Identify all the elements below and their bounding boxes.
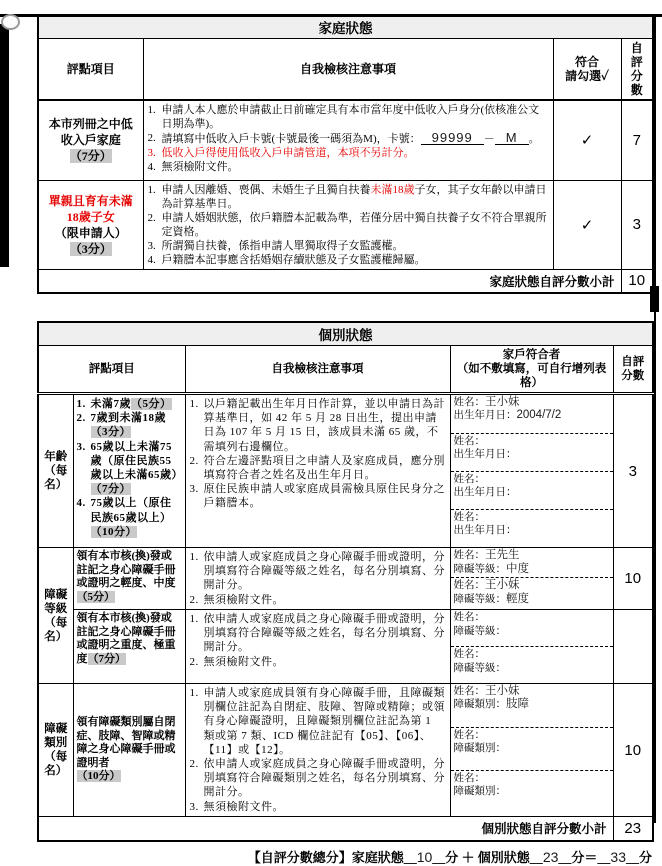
note-text: 無須檢附文件。 bbox=[203, 593, 284, 606]
criteria-score-badge: （7分） bbox=[87, 652, 126, 665]
note-text: 依申請人或家庭成員之身心障礙手冊或證明，分別填寫符合障礙等級之姓名，每名分別填寫、分開計分。 bbox=[203, 551, 445, 592]
note-line bbox=[190, 757, 446, 800]
table-row bbox=[38, 817, 653, 841]
note-line bbox=[190, 550, 446, 593]
name-line bbox=[454, 648, 610, 662]
note-line bbox=[190, 612, 446, 655]
score-header-line1: 自評 bbox=[621, 356, 645, 368]
note-number: 3. bbox=[189, 800, 199, 813]
household-entry[interactable] bbox=[451, 646, 613, 682]
note-text-segment: 請填寫中低收入戶卡號(卡號最後一碼須為M)，卡號： bbox=[161, 133, 421, 145]
criteria-number: 3. bbox=[76, 440, 86, 453]
criteria-cell-category bbox=[73, 684, 185, 817]
total-label: __分＝__ bbox=[558, 849, 611, 865]
criteria-line bbox=[77, 411, 183, 439]
note-line bbox=[190, 397, 446, 454]
category-label: 年齡 bbox=[44, 451, 68, 463]
col-header-notes: 自我檢核注意事項 bbox=[185, 346, 450, 394]
note-number: 3. bbox=[147, 147, 156, 159]
note-number: 2. bbox=[189, 593, 199, 606]
grade-line bbox=[454, 625, 610, 639]
household-entry[interactable] bbox=[451, 577, 613, 606]
note-line bbox=[148, 160, 549, 174]
grade-line bbox=[454, 662, 610, 676]
table-row bbox=[38, 180, 653, 269]
note-text-segment: 申請人因離婚、喪偶、未婚生子且獨自扶養 bbox=[161, 183, 371, 196]
grand-total-value[interactable]: 33 bbox=[610, 848, 626, 865]
grade-line bbox=[454, 563, 610, 577]
col-header-notes: 自我檢核注意事項 bbox=[143, 39, 553, 101]
dob-label: 出生年月日： bbox=[453, 525, 517, 536]
criteria-text-segment: 領有本市核(換)發或註記之身心障礙手冊或證明之輕度、中度 bbox=[76, 550, 176, 590]
category-cell-disability-grade bbox=[38, 548, 73, 684]
note-text-segment: 子女，其子女年齡以申請日為計算基準日。 bbox=[161, 183, 547, 210]
score-header-line2: 分數 bbox=[621, 370, 645, 382]
note-number: 1. bbox=[189, 551, 199, 563]
note-line bbox=[148, 146, 549, 160]
household-entry[interactable] bbox=[451, 395, 613, 433]
table-row bbox=[38, 684, 653, 817]
criteria-text bbox=[91, 411, 183, 439]
col-header-item: 評點項目 bbox=[38, 346, 185, 394]
name-label: 姓名： bbox=[453, 730, 485, 741]
score-header-line2: 分數 bbox=[630, 69, 643, 97]
table-row bbox=[38, 346, 653, 394]
name-line bbox=[454, 511, 610, 524]
name-line bbox=[454, 473, 610, 486]
criteria-line bbox=[77, 397, 183, 411]
household-entry[interactable] bbox=[451, 727, 613, 770]
note-text-red: 未滿18歲 bbox=[370, 183, 415, 196]
dob-line bbox=[454, 409, 610, 422]
criteria-line bbox=[77, 440, 183, 497]
note-text: 原住民族申請人或家庭成員需檢具原住民身分之戶籍謄本。 bbox=[203, 483, 445, 510]
household-header-line2: （如不敷填寫，可自行增列表格） bbox=[456, 363, 607, 389]
note-text bbox=[162, 131, 549, 146]
notes-cell bbox=[143, 180, 553, 269]
criteria-cell-grade-mild bbox=[73, 548, 185, 610]
table-row bbox=[38, 322, 653, 346]
category-label: （每名） bbox=[44, 751, 68, 777]
name-label: 姓名： bbox=[453, 773, 485, 784]
note-text: 申請人本人應於申請截止日前確定具有本市當年度中低收入戶身分(依核准公文日期為準)。 bbox=[161, 104, 540, 130]
total-label: __分 bbox=[625, 849, 652, 865]
category-line bbox=[454, 785, 610, 798]
criteria-number: 2. bbox=[76, 412, 86, 425]
note-text: 申請人婚姻狀態，依戶籍謄本記載為準，若僅分居中獨自扶養子女不符合單親所定資格。 bbox=[161, 211, 547, 238]
note-text: 申請人或家庭成員領有身心障礙手冊，且障礙類別欄位註記為自閉症、肢障、智障或精障；或領有身心障礙證明，且障礙類別欄位註記為第 1 類或第 7 類、ICD 欄位註記有【05】、【06】、【11】或【12】。 bbox=[203, 687, 445, 756]
category-line bbox=[454, 698, 610, 711]
total-label: __分 ＋ 個別狀態__ bbox=[432, 849, 543, 865]
note-line bbox=[190, 686, 446, 757]
note-number: 2. bbox=[147, 211, 156, 224]
family-table-title: 家庭狀態 bbox=[38, 15, 653, 39]
dob-label: 出生年月日： bbox=[453, 410, 517, 421]
category-label: 障礙類別： bbox=[453, 699, 506, 710]
family-status-table bbox=[37, 14, 654, 294]
check-mark-cell[interactable]: ✓ bbox=[553, 180, 621, 269]
criteria-cell-age bbox=[73, 394, 185, 548]
grade-label: 障礙等級： bbox=[453, 625, 506, 637]
col-header-score bbox=[613, 346, 653, 394]
household-entry[interactable] bbox=[451, 548, 613, 577]
name-label: 姓名： bbox=[453, 612, 485, 623]
note-number: 2. bbox=[189, 655, 199, 668]
scanned-form-page bbox=[0, 14, 662, 865]
dob-line bbox=[454, 486, 610, 499]
score-value-cell[interactable] bbox=[613, 610, 653, 684]
household-cell-age bbox=[450, 394, 613, 548]
household-header-line1: 家戶符合者 bbox=[502, 349, 561, 361]
criteria-text bbox=[91, 397, 183, 411]
scan-top-edge bbox=[0, 14, 662, 17]
scan-left-edge bbox=[0, 24, 9, 267]
individual-status-table bbox=[37, 321, 654, 842]
note-number: 1. bbox=[147, 104, 156, 116]
criteria-text-segment: 未滿7歲 bbox=[90, 398, 131, 410]
item-cell-single-parent bbox=[38, 180, 143, 269]
note-number: 4. bbox=[147, 161, 156, 173]
criteria-text-segment: 領有障礙類別屬自閉症、肢障、智障或精障之身心障礙手冊或證明者 bbox=[76, 716, 176, 769]
name-label: 姓名： bbox=[453, 686, 485, 697]
score-value-cell[interactable]: 10 bbox=[613, 548, 653, 610]
name-label: 姓名： bbox=[453, 474, 485, 485]
grade-label: 障礙等級： bbox=[453, 593, 506, 605]
criteria-score-badge: （10分） bbox=[90, 525, 137, 538]
score-value-cell[interactable]: 3 bbox=[613, 394, 653, 548]
category-label: （每名） bbox=[44, 616, 68, 643]
dob-line bbox=[454, 524, 610, 537]
scan-mark bbox=[650, 286, 659, 312]
note-line bbox=[190, 800, 446, 814]
name-label: 姓名： bbox=[453, 580, 485, 591]
card-number-value[interactable]: 99999 bbox=[421, 131, 484, 145]
household-entry[interactable] bbox=[451, 433, 613, 471]
grade-value[interactable]: 中度 bbox=[506, 562, 529, 575]
note-text bbox=[162, 183, 549, 211]
category-cell-age bbox=[38, 394, 73, 548]
item-score-badge: （3分） bbox=[69, 241, 112, 256]
table-row bbox=[38, 100, 653, 180]
check-mark-cell[interactable]: ✓ bbox=[553, 100, 621, 180]
dob-line bbox=[454, 448, 610, 461]
household-entry[interactable] bbox=[451, 509, 613, 547]
category-label: 障礙類別： bbox=[453, 786, 506, 797]
name-value[interactable]: 王小妹 bbox=[485, 396, 520, 408]
name-label: 姓名： bbox=[453, 550, 485, 561]
table-row bbox=[38, 548, 653, 610]
note-line bbox=[148, 253, 549, 267]
name-line bbox=[454, 685, 610, 698]
dob-value[interactable]: 2004/7/2 bbox=[516, 409, 562, 421]
name-label: 姓名： bbox=[453, 397, 485, 408]
name-label: 姓名： bbox=[453, 436, 485, 447]
note-line bbox=[148, 239, 549, 253]
category-label: 障礙 bbox=[44, 723, 68, 735]
household-entry[interactable] bbox=[451, 610, 613, 646]
note-text: 無須檢附文件。 bbox=[161, 161, 239, 173]
note-number: 1. bbox=[147, 183, 156, 196]
individual-table-title: 個別狀態 bbox=[38, 322, 653, 346]
dash: － bbox=[483, 133, 495, 145]
scan-right-edge bbox=[654, 14, 656, 823]
name-line bbox=[454, 729, 610, 742]
note-text: 無須檢附文件。 bbox=[203, 655, 284, 668]
note-number: 4. bbox=[147, 253, 156, 266]
criteria-text-segment: 65歲以上未滿75歲（原住民族55歲以上未滿65歲） bbox=[90, 440, 183, 482]
score-value-cell[interactable]: 7 bbox=[621, 100, 653, 180]
item-limit-text: （限申請人） bbox=[54, 225, 127, 240]
total-score-line bbox=[0, 847, 662, 866]
name-label: 姓名： bbox=[453, 649, 485, 660]
criteria-number: 4. bbox=[76, 497, 86, 510]
criteria-text-segment: 75歲以上（原住民族65歲以上） bbox=[90, 497, 172, 524]
category-label: 等級 bbox=[44, 602, 68, 615]
grade-value[interactable]: 輕度 bbox=[506, 592, 529, 605]
note-number: 1. bbox=[189, 687, 199, 699]
criteria-score-badge: （7分） bbox=[90, 483, 131, 496]
table-row bbox=[38, 269, 653, 293]
grade-label: 障礙等級： bbox=[453, 563, 506, 575]
check-header-line2: 請勾選✓ bbox=[565, 69, 609, 83]
notes-cell bbox=[185, 610, 450, 684]
note-text-red: 低收入戶得使用低收入戶申請管道，本項不另計分。 bbox=[161, 147, 415, 159]
individual-subtotal-value[interactable]: 23 bbox=[613, 817, 653, 841]
name-line bbox=[454, 435, 610, 448]
col-header-check bbox=[553, 39, 621, 101]
note-line bbox=[190, 655, 446, 669]
criteria-score-badge: （5分） bbox=[131, 398, 172, 410]
note-number: 1. bbox=[189, 398, 199, 410]
category-label: 障礙類別： bbox=[453, 743, 506, 754]
note-line bbox=[148, 131, 549, 146]
period: 。 bbox=[528, 133, 540, 145]
note-number: 1. bbox=[189, 613, 199, 625]
note-text: 所謂獨自扶養，係指申請人單獨取得子女監護權。 bbox=[161, 239, 404, 252]
table-row bbox=[38, 15, 653, 39]
family-subtotal-label: 家庭狀態自評分數小計 bbox=[38, 269, 621, 293]
household-entry[interactable] bbox=[451, 684, 613, 727]
criteria-number: 1. bbox=[76, 398, 86, 410]
note-text: 符合左邊評點項目之申請人及家庭成員，應分別填寫符合者之姓名及出生年月日。 bbox=[203, 454, 445, 482]
notes-cell bbox=[143, 100, 553, 180]
name-line bbox=[454, 611, 610, 625]
col-header-item: 評點項目 bbox=[38, 39, 143, 101]
dob-label: 出生年月日： bbox=[453, 487, 517, 498]
total-label: 【自評分數總分】家庭狀態__ bbox=[247, 849, 417, 865]
name-value[interactable]: 王先生 bbox=[485, 549, 520, 561]
note-text: 戶籍謄本記事應含括婚姻存續狀態及子女監護權歸屬。 bbox=[161, 253, 426, 266]
criteria-text bbox=[91, 496, 183, 539]
name-line bbox=[454, 772, 610, 785]
category-line bbox=[454, 742, 610, 755]
category-label: 類別 bbox=[44, 737, 68, 749]
criteria-text-segment: 領有本市核(換)發或註記之身心障礙手冊或證明之重度、極重度 bbox=[76, 612, 176, 665]
household-cell-category bbox=[450, 684, 613, 817]
name-value[interactable]: 王小妹 bbox=[485, 685, 520, 697]
table-row bbox=[38, 610, 653, 684]
note-line bbox=[190, 593, 446, 607]
category-label: （每名） bbox=[44, 465, 68, 491]
criteria-score-badge: （5分） bbox=[76, 590, 115, 603]
household-entry[interactable] bbox=[451, 471, 613, 509]
table-row bbox=[38, 39, 653, 101]
note-text: 無須檢附文件。 bbox=[203, 800, 284, 813]
name-value[interactable]: 王小妹 bbox=[485, 579, 520, 591]
individual-total-value[interactable]: 23 bbox=[542, 848, 559, 865]
scan-corner-hole bbox=[1, 14, 20, 30]
household-cell-grade2 bbox=[450, 610, 613, 684]
note-text: 依申請人或家庭成員之身心障礙手冊或證明，分別填寫符合障礙類別之姓名，每名分別填寫、分開計分。 bbox=[203, 758, 445, 799]
name-line bbox=[454, 549, 610, 563]
col-header-score bbox=[621, 39, 653, 101]
note-line bbox=[148, 183, 549, 211]
criteria-line bbox=[77, 496, 183, 539]
criteria-score-badge: （3分） bbox=[90, 426, 131, 439]
card-suffix-value[interactable]: M bbox=[495, 131, 529, 145]
grade-line bbox=[454, 593, 610, 607]
item-score-badge: （7分） bbox=[69, 149, 112, 164]
note-number: 2. bbox=[189, 454, 199, 467]
household-cell-grade1 bbox=[450, 548, 613, 610]
score-header-line1: 自評 bbox=[630, 41, 643, 69]
table-row bbox=[38, 394, 653, 548]
individual-subtotal-label: 個別狀態自評分數小計 bbox=[38, 817, 613, 841]
criteria-text-segment: 7歲到未滿18歲 bbox=[90, 412, 166, 425]
name-label: 姓名： bbox=[453, 512, 485, 523]
family-total-value[interactable]: 10 bbox=[416, 848, 433, 865]
note-number: 3. bbox=[147, 239, 156, 252]
note-line bbox=[190, 482, 446, 510]
note-line bbox=[148, 211, 549, 239]
category-label: 障礙 bbox=[44, 588, 68, 601]
item-text-red: 單親且育有未滿18歲子女 bbox=[48, 193, 133, 224]
note-number: 2. bbox=[189, 758, 199, 771]
criteria-text bbox=[91, 440, 183, 497]
note-line bbox=[148, 103, 549, 131]
criteria-cell-grade-severe bbox=[73, 610, 185, 684]
item-cell-low-income bbox=[38, 100, 143, 180]
family-subtotal-value[interactable]: 10 bbox=[621, 269, 653, 293]
dob-label: 出生年月日： bbox=[453, 449, 517, 460]
note-text: 依申請人或家庭成員之身心障礙手冊或證明，分別填寫符合障礙等級之姓名，每名分別填寫、分開計分。 bbox=[203, 613, 445, 654]
note-number: 2. bbox=[147, 132, 156, 144]
household-entry[interactable] bbox=[451, 770, 613, 813]
criteria-score-badge: （10分） bbox=[76, 770, 121, 783]
category-cell-disability-category bbox=[38, 684, 73, 817]
notes-cell bbox=[185, 394, 450, 548]
notes-cell bbox=[185, 684, 450, 817]
grade-label: 障礙等級： bbox=[453, 662, 506, 674]
category-value[interactable]: 肢障 bbox=[506, 698, 529, 710]
note-text: 以戶籍記載出生年月日作計算，並以申請日為計算基準日，如 42 年 5 月 28 日出生，提出申請日為 107 年 5 月 15 日，該成員未滿 65 歲，不需填列右邊欄位。 bbox=[203, 398, 445, 453]
item-text: 本市列冊之中低收入戶家庭 bbox=[48, 117, 133, 148]
note-line bbox=[190, 454, 446, 482]
note-number: 3. bbox=[189, 483, 199, 496]
name-line bbox=[454, 396, 610, 409]
col-header-household bbox=[450, 346, 613, 394]
notes-cell bbox=[185, 548, 450, 610]
name-line bbox=[454, 579, 610, 593]
score-value-cell[interactable]: 3 bbox=[621, 180, 653, 269]
score-value-cell[interactable]: 10 bbox=[613, 684, 653, 817]
check-header-line1: 符合 bbox=[574, 55, 599, 69]
